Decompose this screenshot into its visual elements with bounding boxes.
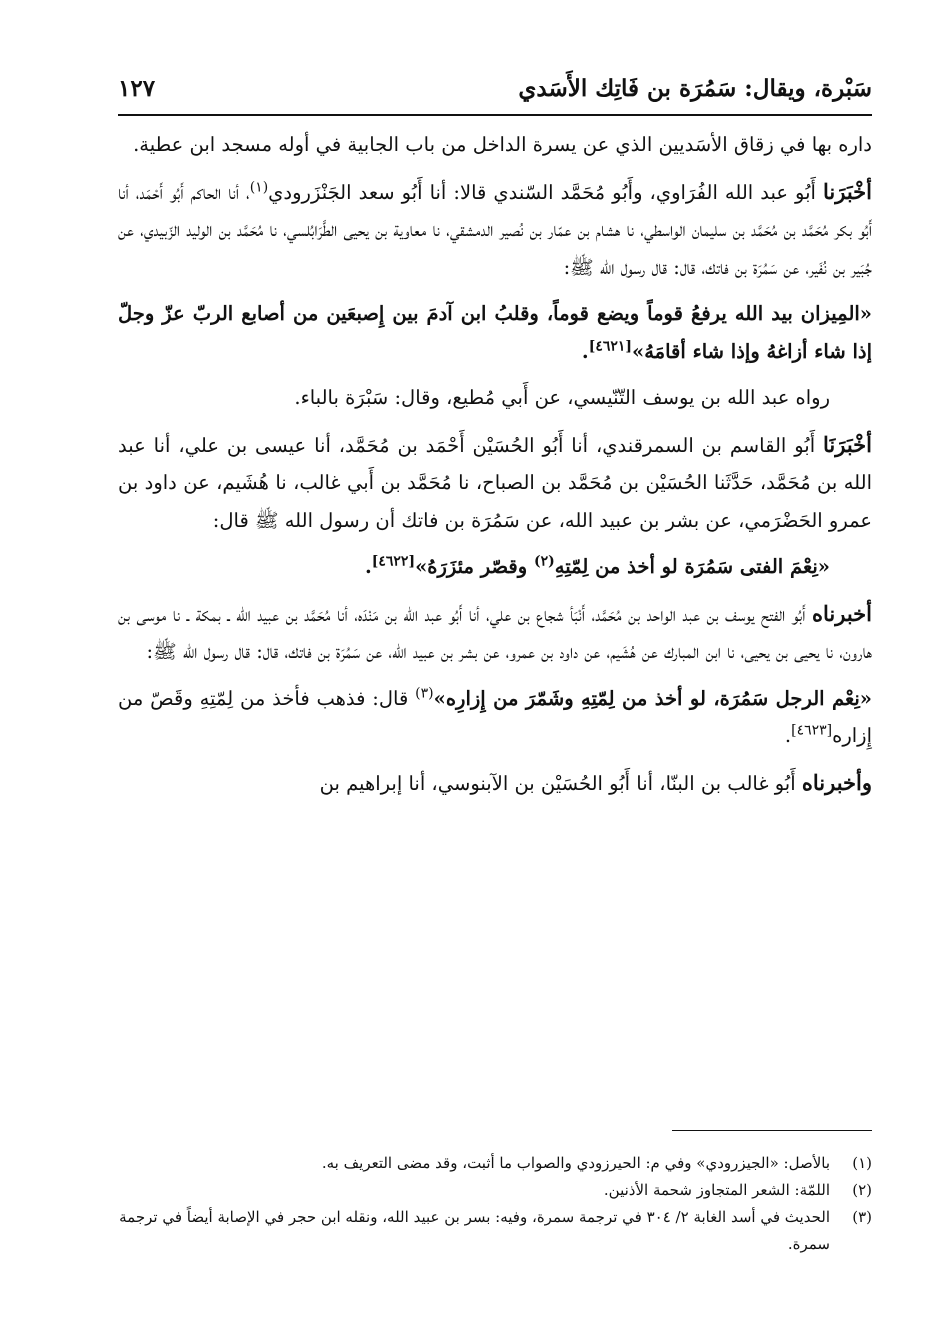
hadith-number: [٤٦٢٣] [791,722,833,739]
hadith-number: [٤٦٢٢] [371,553,416,570]
footnote-number: (١) [852,1154,872,1172]
footnote-marker-1: (١) [249,179,269,195]
isnad-lead: وأخبرناه [801,769,872,795]
footnote-3 [118,1204,872,1258]
paragraph-text: أَبُو عبد الله الفُرَاوي، وأَبُو مُحَمَّد السّندي قالا: أنا أَبُو سعد الجَنْزَرودي [268,180,823,204]
footnotes [118,1150,872,1258]
footnote-text: الحديث في أسد الغابة ٢/ ٣٠٤ في ترجمة سمرة، وفيه: بسر بن عبيد الله، ونقله ابن حجر في الإصابة أيضاً في ترجمة سمرة. [119,1208,830,1253]
main-text [118,126,872,811]
hadith-text: «المِيزان بيد الله يرفعُ قوماً ويضع قوماً، وقلبُ ابن آدمَ بين إِصبعَين من أصابع الربّ عزّ وجلّ إذا شاء أزاغهُ وإذا شاء أقامَهُ» [118,302,872,363]
paragraph-5 [118,426,872,540]
period: . [581,339,589,363]
hadith-text: «نِعْمَ الفتى سَمُرَة لو أخذ من لِمّتِهِ [554,555,830,578]
isnad-lead: أخبرناه [812,600,872,626]
paragraph-text: ، أنا الحاكم أَبُو أَحْمَد، أنا أَبُو بكر مُحَمَّد بن مُحَمَّد بن سليمان الواسطي، نا هشام بن عمّار بن نُصير الدمشقي، نا معاوية بن يحيى الطَّرَابُلسي، نا مُحَمَّد بن الوليد الزّبيدي، عن جُبَير بن نُفَير، عن سَمُرَة بن فاتك، قال: قال رسول الله ﷺ: [118,180,872,279]
footnote-text: بالأصل: «الجيزرودي» وفي م: الحيرزودي والصواب ما أثبت، وقد مضى التعريف به. [321,1154,830,1172]
footnote-2 [118,1177,872,1204]
footnote-text: اللمّة: الشعر المتجاوز شحمة الأذنين. [603,1181,830,1199]
paragraph-text: أَبُو الفتح يوسف بن عبد الواحد بن مُحَمَّد، أَنْبَأ شجاع بن علي، أنا أَبُو عبد الله بن مَنْدَه، أنا مُحَمَّد بن عبيد الله ـ بمكة ـ نا موسى بن هارون، نا يحيى بن يحيى، نا ابن المبارك عن هُشَيم، عن داود بن عمرو، عن بشر بن عبيد الله، عن سَمُرَة بن فاتك، قال: قال رسول الله ﷺ: [118,602,872,663]
paragraph-text: قال: فذهب فأخذ من لِمّتِهِ وقَصّ من إِزاره [118,686,872,747]
footnote-marker-3: (٣) [415,685,434,701]
page-header [118,64,872,112]
header-divider [118,114,872,116]
paragraph-2 [118,173,872,287]
running-title: سَبْرة، ويقال: سَمُرَة بن فَاتِك الأَسَدي [518,74,872,102]
footnote-marker-2: (٢) [533,553,555,570]
footnote-number: (٢) [852,1181,872,1199]
hadith-4623 [118,680,872,755]
isnad-lead: أخْبَرَنا [823,178,872,204]
footnote-divider [672,1130,872,1131]
footnote-1 [118,1150,872,1177]
period: . [364,555,372,578]
isnad-lead: أخْبَرَنَا [823,431,872,457]
paragraph-text: أَبُو غالب بن البنّا، أنا أَبُو الحُسَيْن بن الآبنوسي، أنا إبراهيم بن [319,771,802,795]
page-number: ١٢٧ [118,74,156,102]
hadith-text: «نِعْم الرجل سَمُرَة، لو أخذ من لِمّتِهِ وشَمّرَ من إِزارِه» [433,686,872,710]
hadith-number: [٤٦٢١] [588,338,633,354]
paragraph-7 [118,595,872,671]
paragraph-9 [118,764,872,803]
hadith-text: وقصّر مئزَرَهُ» [415,555,534,578]
footnote-number: (٣) [852,1208,872,1226]
hadith-4622 [118,548,872,586]
paragraph-4: رواه عبد الله بن يوسف التّنّيسي، عن أَبي مُطيع، وقال: سَبْرَة بالباء. [294,386,830,409]
hadith-4621 [118,295,872,370]
paragraph-text: أَبُو القاسم بن السمرقندي، أنا أَبُو الحُسَيْن أَحْمَد بن مُحَمَّد، أنا عيسى بن علي، أنا عبد الله بن مُحَمَّد، حَدَّثَنا الحُسَيْن بن مُحَمَّد بن الصباح، نا مُحَمَّد بن أَبي غالب، نا هُشَيم، عن داود بن عمرو الحَضْرَمي، عن بشر بن عبيد الله، عن سَمُرَة بن فاتك أن رسول الله ﷺ قال: [118,433,872,532]
period: . [784,724,792,747]
paragraph-1: داره بها في زقاق الأسَديين الذي عن يسرة الداخل من باب الجابية في أوله مسجد ابن عطية. [133,133,872,156]
